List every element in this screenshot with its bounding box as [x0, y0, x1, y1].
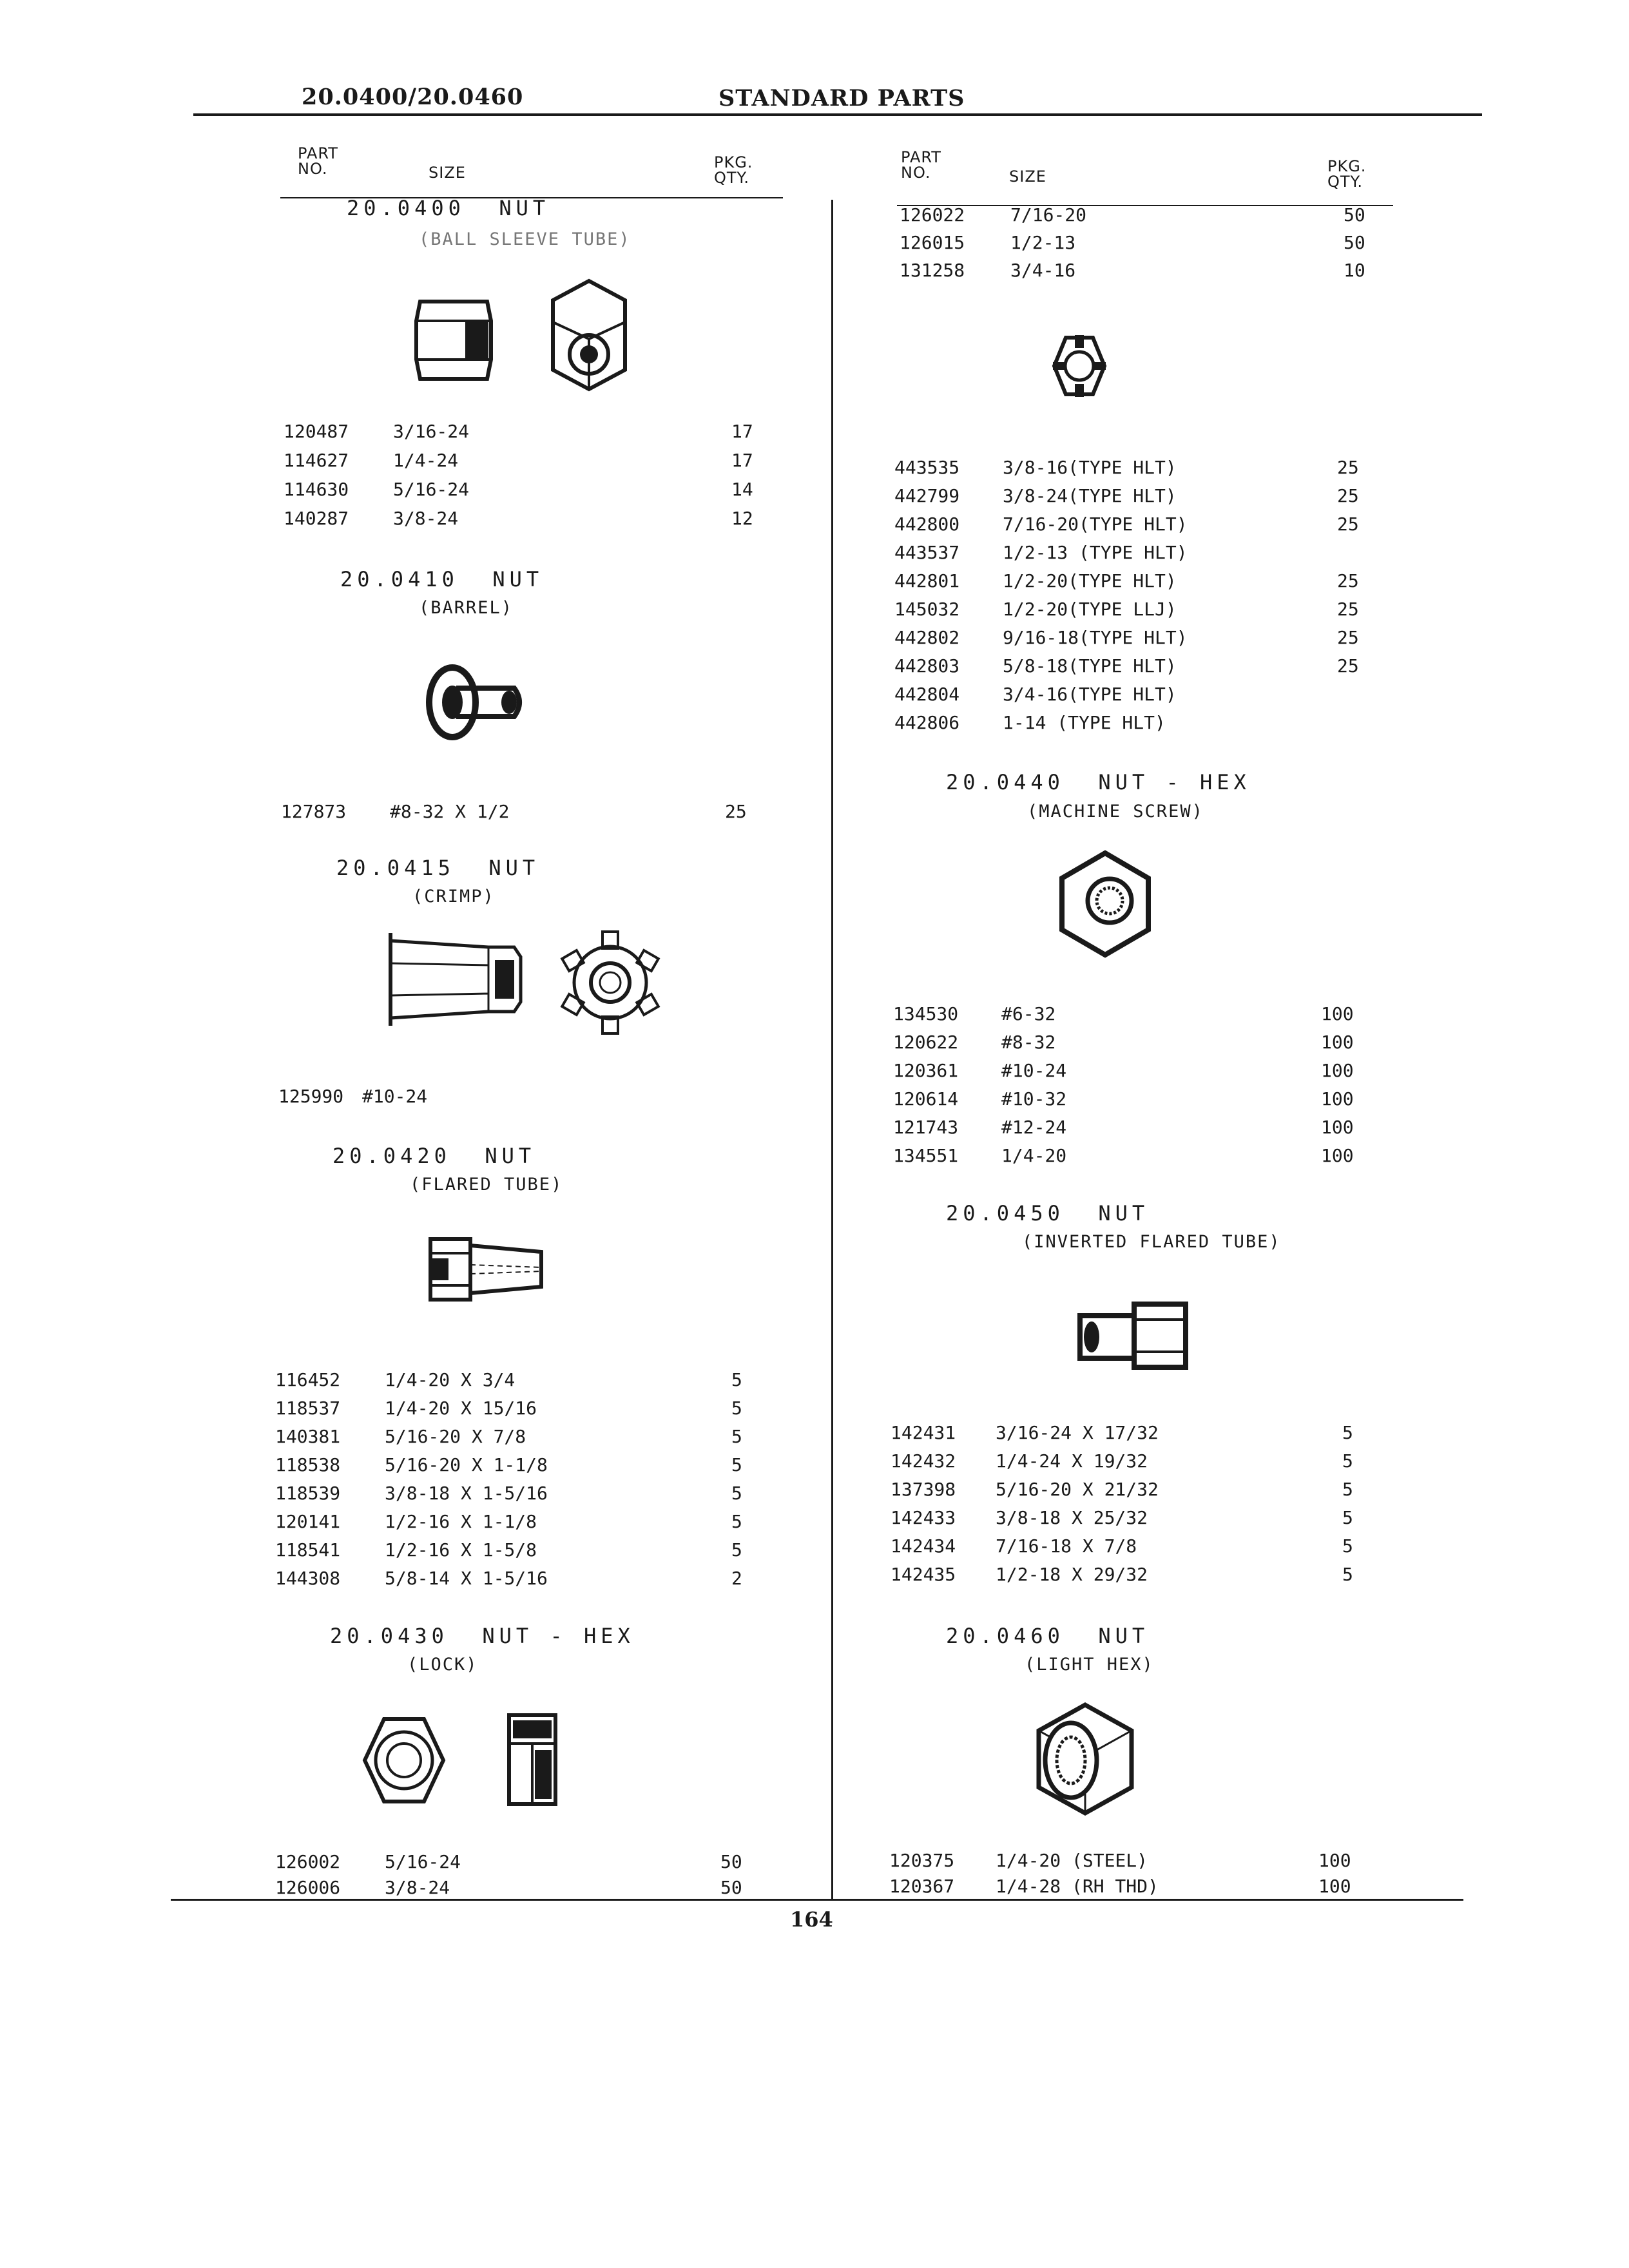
size-value: 1/2-20(TYPE LLJ) [1003, 599, 1177, 620]
part-number: 142431 [891, 1422, 956, 1443]
pkg-qty-value: 5 [1342, 1479, 1353, 1500]
pkg-qty-value: 5 [1342, 1507, 1353, 1528]
section-20-0415-desc: (CRIMP) [412, 887, 495, 907]
section-20-0400-heading: 20.0400 NUT [347, 196, 550, 220]
pkg-qty-value: 100 [1321, 1088, 1354, 1110]
table-row [0, 1448, 1629, 1474]
machine-screw-hex-nut-icon [1057, 849, 1153, 959]
size-value: 1-14 (TYPE HLT) [1003, 712, 1166, 733]
size-value: 1/2-20(TYPE HLT) [1003, 570, 1177, 591]
table-row [0, 1533, 1629, 1559]
pkg-qty-value: 50 [720, 1851, 742, 1872]
col-qty-right: PKG. QTY. [1327, 157, 1367, 191]
pkg-qty-value: 5 [1342, 1422, 1353, 1443]
part-number: 118537 [275, 1398, 341, 1419]
lock-nut-side-icon [504, 1711, 562, 1808]
pkg-qty-value: 5 [731, 1454, 742, 1475]
part-number: 114630 [284, 479, 349, 500]
page-title: STANDARD PARTS [718, 85, 965, 111]
size-value: 7/16-18 X 7/8 [996, 1535, 1137, 1557]
castle-nut-icon [1052, 334, 1107, 398]
page-number: 164 [790, 1907, 833, 1932]
pkg-qty-value: 25 [1337, 570, 1359, 591]
size-value: 7/16-20 [1010, 204, 1087, 226]
pkg-qty-value: 25 [1337, 627, 1359, 648]
size-value: 1/2-16 X 1-1/8 [385, 1511, 537, 1532]
part-number: 126006 [275, 1877, 341, 1898]
part-number: 137398 [891, 1479, 956, 1500]
size-value: 5/16-20 X 21/32 [996, 1479, 1159, 1500]
size-value: 1/4-24 X 19/32 [996, 1450, 1148, 1472]
part-number: 127873 [281, 801, 347, 822]
section-20-0420-heading: 20.0420 NUT [333, 1144, 536, 1168]
part-number: 442801 [894, 570, 960, 591]
pkg-qty-value: 100 [1318, 1850, 1351, 1871]
section-20-0450-heading: 20.0450 NUT [946, 1201, 1150, 1225]
table-row [0, 1030, 1629, 1055]
size-value: 3/4-16(TYPE HLT) [1003, 684, 1177, 705]
ball-sleeve-nut-end-icon [549, 277, 630, 393]
part-number: 442800 [894, 514, 960, 535]
section-20-0460-heading: 20.0460 NUT [946, 1624, 1150, 1648]
pkg-qty-value: 10 [1344, 260, 1365, 281]
size-value: 1/4-20 X 15/16 [385, 1398, 537, 1419]
section-20-0430-heading: 20.0430 NUT - HEX [330, 1624, 635, 1648]
size-value: 3/8-18 X 25/32 [996, 1507, 1148, 1528]
table-row [0, 1848, 1629, 1874]
table-row [0, 682, 1629, 707]
lock-nut-end-icon [362, 1715, 446, 1805]
table-row [0, 1874, 1629, 1899]
part-number: 145032 [894, 599, 960, 620]
pkg-qty-value: 100 [1321, 1060, 1354, 1081]
pkg-qty-value: 50 [1344, 204, 1365, 226]
table-row [0, 653, 1629, 679]
part-number: 142432 [891, 1450, 956, 1472]
part-number: 120614 [893, 1088, 959, 1110]
col-size-left: SIZE [429, 164, 466, 182]
pkg-qty-value: 12 [731, 508, 753, 529]
table-row [0, 1420, 1629, 1446]
table-row [0, 710, 1629, 736]
part-number: 134551 [893, 1145, 959, 1166]
size-value: #8-32 [1001, 1032, 1056, 1053]
section-20-0460-desc: (LIGHT HEX) [1025, 1655, 1154, 1675]
part-number: 118539 [275, 1483, 341, 1504]
part-number: 120622 [893, 1032, 959, 1053]
size-value: 5/16-20 X 1-1/8 [385, 1454, 548, 1475]
size-value: 3/8-16(TYPE HLT) [1003, 457, 1177, 478]
pkg-qty-value: 25 [1337, 655, 1359, 677]
pkg-qty-value: 17 [731, 450, 753, 471]
size-value: 1/4-20 [1001, 1145, 1067, 1166]
table-row [0, 230, 1629, 256]
part-number: 126015 [900, 232, 965, 253]
pkg-qty-value: 5 [1342, 1450, 1353, 1472]
table-row [0, 1367, 1629, 1393]
pkg-qty-value: 100 [1318, 1876, 1351, 1897]
part-number: 442806 [894, 712, 960, 733]
part-number: 443535 [894, 457, 960, 478]
col-size-right: SIZE [1009, 168, 1046, 186]
part-number: 121743 [893, 1117, 959, 1138]
table-row [0, 1001, 1629, 1027]
pkg-qty-value: 14 [731, 479, 753, 500]
table-row [0, 1115, 1629, 1140]
section-20-0430-desc: (LOCK) [407, 1655, 478, 1675]
table-row [0, 1058, 1629, 1084]
size-value: #10-32 [1001, 1088, 1067, 1110]
pkg-qty-value: 25 [1337, 457, 1359, 478]
size-value: 5/16-24 [393, 479, 470, 500]
size-value: 3/8-18 X 1-5/16 [385, 1483, 548, 1504]
table-row [0, 540, 1629, 566]
flared-tube-nut-icon [425, 1227, 548, 1311]
pkg-qty-value: 100 [1321, 1117, 1354, 1138]
size-value: 1/4-24 [393, 450, 459, 471]
size-value: 3/8-24 [393, 508, 459, 529]
pkg-qty-value: 25 [1337, 599, 1359, 620]
table-row [0, 799, 1629, 825]
col-part-no-right: PART NO. [901, 148, 941, 182]
table-row [0, 625, 1629, 651]
part-number: 442799 [894, 485, 960, 506]
pkg-qty-value: 5 [731, 1539, 742, 1561]
page-code: 20.0400/20.0460 [302, 84, 524, 110]
part-number: 120141 [275, 1511, 341, 1532]
part-number: 120487 [284, 421, 349, 442]
size-value: 3/4-16 [1010, 260, 1076, 281]
size-value: 1/2-13 [1010, 232, 1076, 253]
size-value: 3/16-24 [393, 421, 470, 442]
section-20-0450-desc: (INVERTED FLARED TUBE) [1022, 1232, 1281, 1252]
footer-rule [171, 1899, 1463, 1901]
pkg-qty-value: 5 [731, 1369, 742, 1390]
size-value: 3/8-24 [385, 1877, 450, 1898]
size-value: 5/8-14 X 1-5/16 [385, 1568, 548, 1589]
part-number: 144308 [275, 1568, 341, 1589]
table-row [0, 568, 1629, 594]
table-row [0, 1505, 1629, 1531]
size-value: 1/4-28 (RH THD) [996, 1876, 1159, 1897]
pkg-qty-value: 5 [731, 1483, 742, 1504]
pkg-qty-value: 50 [1344, 232, 1365, 253]
part-number: 114627 [284, 450, 349, 471]
part-number: 120367 [889, 1876, 955, 1897]
size-value: 1/4-20 X 3/4 [385, 1369, 516, 1390]
section-20-0415-heading: 20.0415 NUT [336, 856, 540, 880]
part-number: 125990 [278, 1086, 344, 1107]
size-value: 3/8-24(TYPE HLT) [1003, 485, 1177, 506]
part-number: 442803 [894, 655, 960, 677]
size-value: 7/16-20(TYPE HLT) [1003, 514, 1188, 535]
part-number: 120375 [889, 1850, 955, 1871]
size-value: #12-24 [1001, 1117, 1067, 1138]
section-20-0400-desc: (BALL SLEEVE TUBE) [419, 229, 631, 249]
pkg-qty-value: 100 [1321, 1032, 1354, 1053]
part-number: 120361 [893, 1060, 959, 1081]
pkg-qty-value: 5 [731, 1426, 742, 1447]
part-number: 142434 [891, 1535, 956, 1557]
pkg-qty-value: 25 [1337, 485, 1359, 506]
part-number: 443537 [894, 542, 960, 563]
section-20-0420-desc: (FLARED TUBE) [410, 1175, 563, 1195]
pkg-qty-value: 5 [1342, 1564, 1353, 1585]
section-20-0410-heading: 20.0410 NUT [340, 567, 544, 591]
table-row [0, 258, 1629, 284]
part-number: 118538 [275, 1454, 341, 1475]
table-row [0, 1143, 1629, 1169]
size-value: 5/16-20 X 7/8 [385, 1426, 526, 1447]
size-value: #8-32 X 1/2 [390, 801, 510, 822]
col-part-no-left: PART NO. [298, 144, 338, 178]
part-number: 442804 [894, 684, 960, 705]
pkg-qty-value: 2 [731, 1568, 742, 1589]
size-value: 9/16-18(TYPE HLT) [1003, 627, 1188, 648]
pkg-qty-value: 5 [731, 1398, 742, 1419]
part-number: 140381 [275, 1426, 341, 1447]
part-number: 126022 [900, 204, 965, 226]
part-number: 134530 [893, 1003, 959, 1024]
header-rule [193, 113, 1482, 116]
part-number: 126002 [275, 1851, 341, 1872]
size-value: 5/16-24 [385, 1851, 461, 1872]
col-qty-left: PKG. QTY. [714, 153, 753, 187]
pkg-qty-value: 100 [1321, 1145, 1354, 1166]
size-value: 1/4-20 (STEEL) [996, 1850, 1148, 1871]
part-number: 442802 [894, 627, 960, 648]
table-row [0, 1477, 1629, 1503]
part-number: 142433 [891, 1507, 956, 1528]
pkg-qty-value: 100 [1321, 1003, 1354, 1024]
pkg-qty-value: 25 [1337, 514, 1359, 535]
size-value: 1/2-13 (TYPE HLT) [1003, 542, 1188, 563]
size-value: 3/16-24 X 17/32 [996, 1422, 1159, 1443]
size-value: #10-24 [362, 1086, 428, 1107]
table-row [0, 202, 1629, 228]
pkg-qty-value: 5 [1342, 1535, 1353, 1557]
section-20-0440-heading: 20.0440 NUT - HEX [946, 770, 1251, 794]
pkg-qty-value: 25 [725, 801, 747, 822]
table-row [0, 597, 1629, 622]
table-row [0, 512, 1629, 537]
table-row [0, 419, 1629, 445]
ball-sleeve-nut-side-icon [409, 295, 499, 385]
table-row [0, 1086, 1629, 1112]
light-hex-nut-icon [1034, 1701, 1137, 1817]
table-row [0, 1562, 1629, 1588]
section-20-0410-desc: (BARREL) [419, 598, 514, 618]
size-value: 5/8-18(TYPE HLT) [1003, 655, 1177, 677]
size-value: 1/2-18 X 29/32 [996, 1564, 1148, 1585]
table-row [0, 1396, 1629, 1421]
part-number: 131258 [900, 260, 965, 281]
part-number: 116452 [275, 1369, 341, 1390]
size-value: 1/2-16 X 1-5/8 [385, 1539, 537, 1561]
section-20-0440-desc: (MACHINE SCREW) [1027, 802, 1204, 822]
pkg-qty-value: 5 [731, 1511, 742, 1532]
inverted-flared-tube-nut-icon [1076, 1300, 1192, 1371]
part-number: 118541 [275, 1539, 341, 1561]
part-number: 142435 [891, 1564, 956, 1585]
table-row [0, 483, 1629, 509]
pkg-qty-value: 50 [720, 1877, 742, 1898]
pkg-qty-value: 17 [731, 421, 753, 442]
size-value: #6-32 [1001, 1003, 1056, 1024]
size-value: #10-24 [1001, 1060, 1067, 1081]
table-row [0, 455, 1629, 481]
part-number: 140287 [284, 508, 349, 529]
